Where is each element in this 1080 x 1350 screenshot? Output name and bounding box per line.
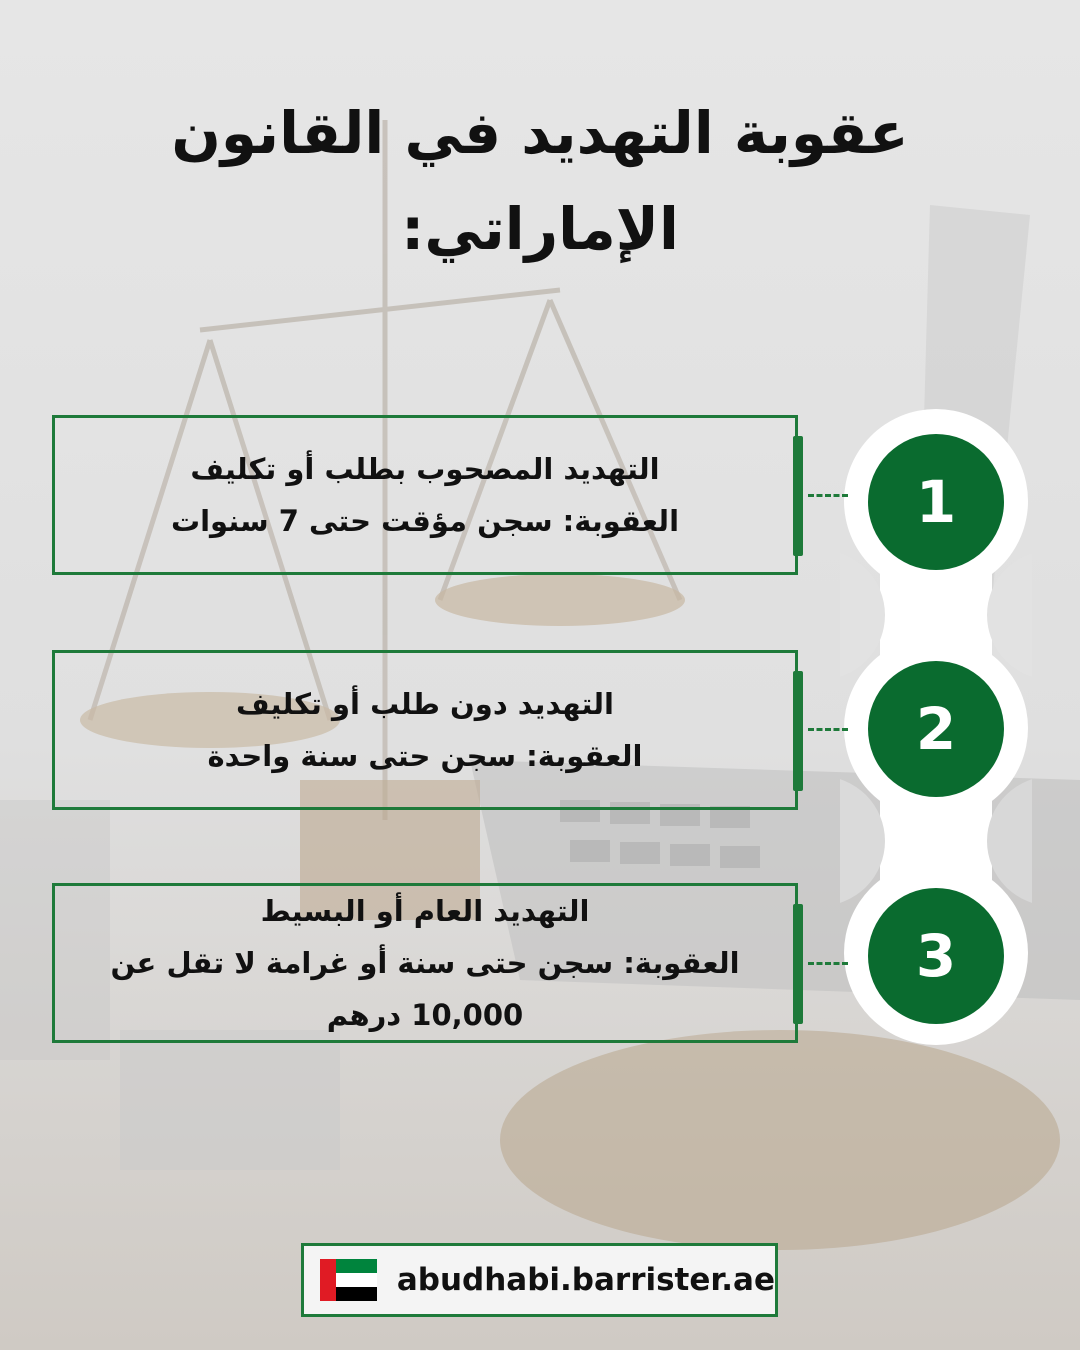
card-accent-bar bbox=[793, 904, 803, 1024]
card-accent-bar bbox=[793, 671, 803, 791]
number-badge-1: 1 bbox=[868, 434, 1004, 570]
card-accent-bar bbox=[793, 436, 803, 556]
item-card-1 bbox=[52, 415, 798, 575]
page-title: عقوبة التهديد في القانون الإماراتي: bbox=[171, 99, 909, 263]
website-url[interactable]: abudhabi.barrister.ae bbox=[396, 1262, 775, 1298]
footer-website-box[interactable] bbox=[301, 1243, 778, 1317]
item-card-3 bbox=[52, 883, 798, 1043]
number-badge-2: 2 bbox=[868, 661, 1004, 797]
uae-flag-icon bbox=[320, 1259, 377, 1301]
connector-line bbox=[808, 728, 848, 731]
item-text-3 bbox=[75, 885, 775, 1041]
item-text-1 bbox=[141, 443, 709, 547]
item-text-2 bbox=[178, 678, 673, 782]
number-badge-3: 3 bbox=[868, 888, 1004, 1024]
item-penalty: العقوبة: سجن حتى سنة أو غرامة لا تقل عن 10,000 درهم bbox=[110, 946, 740, 1032]
item-penalty: العقوبة: سجن مؤقت حتى 7 سنوات bbox=[170, 504, 680, 538]
connector-line bbox=[808, 494, 848, 497]
connector-line bbox=[808, 962, 848, 965]
item-penalty: العقوبة: سجن حتى سنة واحدة bbox=[207, 739, 643, 773]
item-title: التهديد العام أو البسيط bbox=[260, 894, 590, 928]
item-card-2 bbox=[52, 650, 798, 810]
item-title: التهديد المصحوب بطلب أو تكليف bbox=[190, 452, 660, 486]
item-title: التهديد دون طلب أو تكليف bbox=[235, 687, 615, 721]
